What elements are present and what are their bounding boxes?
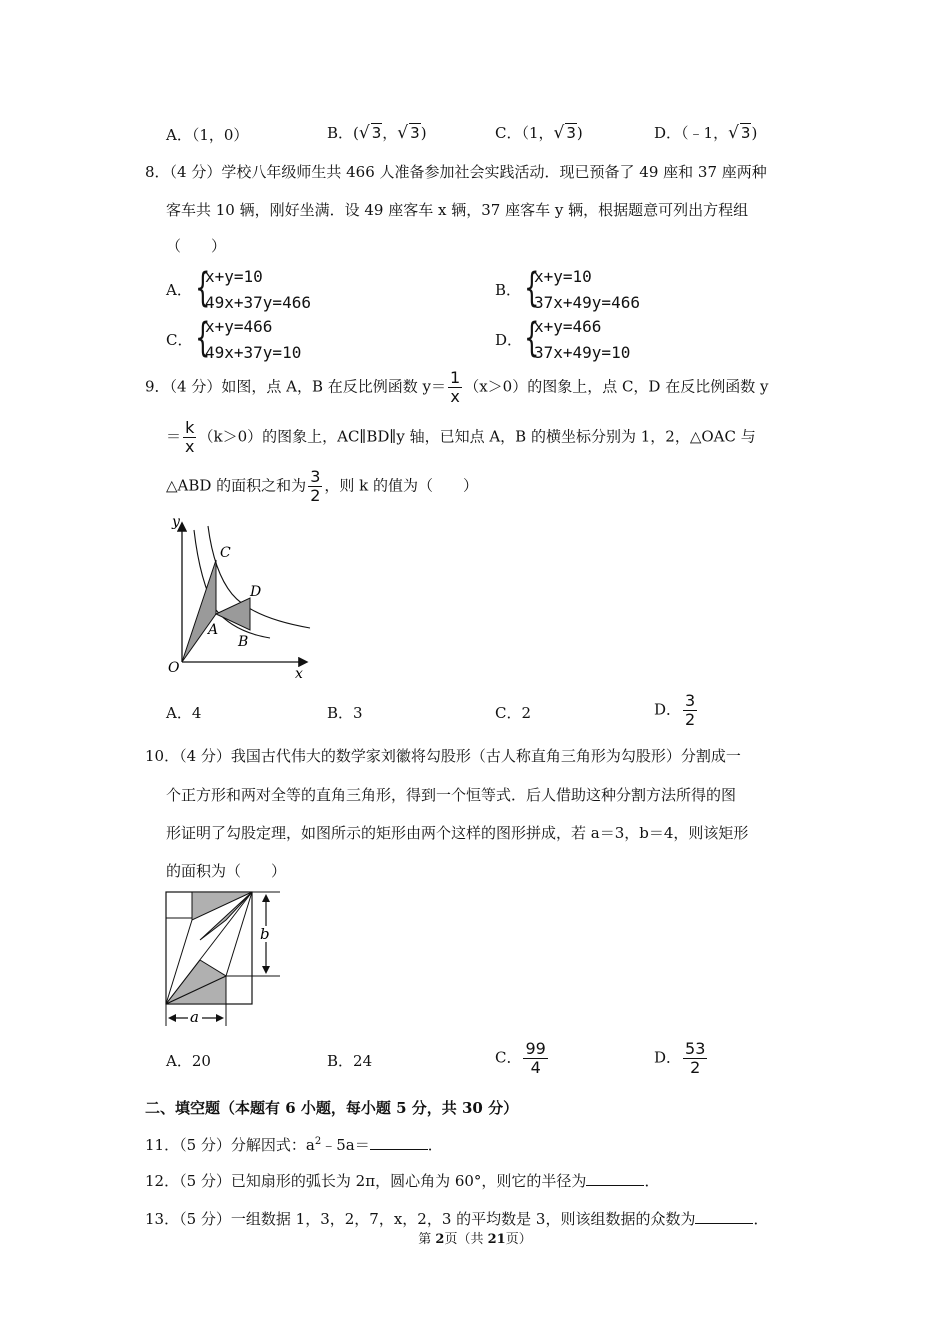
q7-b-root2: 3 [410,124,420,142]
section-2-title: 二、填空题（本题有 6 小题，每小题 5 分，共 30 分） [145,1099,519,1117]
q8-a-eq1: x+y=10 [205,267,263,286]
q11-sup: 2 [314,1136,322,1147]
q13 [145,1208,769,1229]
q9-l2-b: （k＞0）的图象上，AC∥BD∥y 轴，已知点 A，B 的横坐标分别为 1，2，△OAC 与 [198,427,756,446]
q10-c-den: 4 [530,1058,541,1077]
q13-text: 13．（5 分）一组数据 1，3，2，7，x，2，3 的平均数是 3，则该组数据的众数为 [145,1210,696,1228]
q8-option-c-brace: { [195,315,211,361]
q10-line-2: 个正方形和两对全等的直角三角形，得到一个恒等式．后人借助这种分割方法所得的图 [166,786,737,804]
q8-b-eq1: x+y=10 [534,267,592,286]
q8-option-b-label: B． [495,281,522,299]
q10-c-num: 99 [525,1039,546,1058]
q9-frac3-den: 2 [310,486,321,505]
q9-d-frac [683,692,697,729]
q10-d-num: 53 [685,1039,706,1058]
q8-option-b-brace: { [524,265,540,311]
footer-page-number: 2 [435,1232,445,1247]
q7-b-suffix: ) [420,124,427,142]
q12-text: 12．（5 分）已知扇形的弧长为 2π，圆心角为 60°，则它的半径为 [145,1172,587,1190]
q10-option-b: B．24 [327,1052,373,1070]
q13-end: ． [753,1210,769,1228]
q9-l1-a: 9．（4 分）如图，点 A，B 在反比例函数 y＝ [145,377,446,396]
q9-frac-3-over-2 [308,468,322,505]
q9-option-b: B．3 [327,704,363,722]
q9-frac-k-over-x [183,419,196,456]
q9-frac2-den: x [185,437,195,456]
page-footer [0,1228,950,1247]
q10-shade-top [192,892,252,920]
q7-d-root: 3 [740,124,751,142]
q12-blank[interactable] [586,1171,644,1186]
q10-c-frac [523,1040,547,1077]
q12-end: ． [644,1172,660,1190]
q10-figure [160,886,290,1032]
q9-label-o: O [168,660,180,676]
q8-option-a-system [205,264,311,316]
q8-option-a-brace: { [195,265,211,311]
q9-line-2 [166,419,756,456]
q9-figure [160,512,320,682]
q8-d-eq1: x+y=466 [534,317,602,336]
q9-d-label: D． [654,700,682,719]
q8-option-d-brace: { [524,315,540,361]
q9-label-a: A [208,622,219,638]
q10-label-b: b [260,925,270,943]
footer-b: 页（共 [444,1232,488,1247]
q10-line-3: 形证明了勾股定理，如图所示的矩形由两个这样的图形拼成，若 a＝3，b＝4，则该矩形 [166,824,749,842]
q8-line-3: （ ） [166,237,227,255]
q11-text-a: 11．（5 分）分解因式：a [145,1136,315,1154]
q9-l1-b: （x＞0）的图象上，点 C，D 在反比例函数 y [464,377,769,396]
q8-option-c-label: C． [166,331,193,349]
q9-l3-b: ，则 k 的值为（ ） [324,476,479,495]
q11-end: ． [427,1136,443,1154]
q8-b-eq2: 37x+49y=466 [534,293,640,312]
q10-line-1: 10．（4 分）我国古代伟大的数学家刘徽将勾股形（古人称直角三角形为勾股形）分割成一 [145,747,741,765]
q9-d-den: 2 [685,710,696,729]
q9-frac-1-over-x [448,369,462,406]
q8-option-d-system [534,314,630,366]
q10-label-a: a [190,1008,199,1026]
q9-frac1-num: 1 [450,368,461,387]
q9-label-c: C [220,545,231,561]
q10-c-label: C． [495,1048,522,1067]
footer-total-pages: 21 [487,1232,506,1247]
q12 [145,1170,659,1191]
q11 [145,1134,443,1155]
q9-l2-a: ＝ [166,427,182,446]
q8-option-a-label: A． [166,281,192,299]
q7-d-prefix: D．（﹣1， [654,124,729,142]
q8-c-eq1: x+y=466 [205,317,273,336]
q9-label-y: y [172,514,180,530]
q10-d-frac [683,1040,707,1077]
q10-option-c [495,1040,550,1077]
q9-frac2-num: k [185,418,195,437]
q7-b-prefix: B．( [327,124,359,142]
q7-b-root1: 3 [371,124,382,142]
footer-a: 第 [418,1232,436,1247]
q8-a-eq2: 49x+37y=466 [205,293,311,312]
q8-option-b-system [534,264,640,316]
q9-frac1-den: x [450,387,460,406]
q7-option-b: B．(√ 3，√ 3) [327,123,427,143]
q9-d-num: 3 [685,691,696,710]
q9-option-d [654,692,699,729]
q9-label-d: D [250,584,262,600]
q8-line-1: 8．（4 分）学校八年级师生共 466 人准备参加社会实践活动．现已预备了 49 座和 37 座两种 [145,163,767,181]
q9-label-b: B [238,634,249,650]
q9-option-c: C．2 [495,704,532,722]
q8-option-c-system [205,314,301,366]
q10-option-d [654,1040,709,1077]
footer-c: 页） [505,1232,532,1247]
q7-c-root: 3 [566,124,576,142]
q9-line-3 [166,468,478,505]
q10-d-label: D． [654,1048,682,1067]
q8-c-eq2: 49x+37y=10 [205,343,302,362]
q8-d-eq2: 37x+49y=10 [534,343,631,362]
q9-option-a: A．4 [166,704,202,722]
q9-line-1 [145,369,768,406]
q7-option-a: A．（1，0） [166,126,249,144]
q10-line-4: 的面积为（ ） [166,862,287,880]
q8-line-2: 客车共 10 辆，刚好坐满．设 49 座客车 x 辆，37 座客车 y 辆，根据题意可列出方程组 [166,201,749,219]
q7-c-prefix: C．（1， [495,124,554,142]
q9-l3-a: △ABD 的面积之和为 [166,476,307,495]
q11-text-b: ﹣5a＝ [321,1136,370,1154]
q7-b-sep: ， [382,124,398,142]
q9-label-x: x [295,666,303,682]
q9-frac3-num: 3 [310,467,321,486]
q7-d-suffix: ) [751,124,758,142]
q10-d-den: 2 [690,1058,701,1077]
q11-blank[interactable] [370,1135,428,1150]
q13-blank[interactable] [695,1209,753,1224]
q10-option-a: A．20 [166,1052,211,1070]
q7-c-suffix: ) [576,124,583,142]
q7-option-c: C．（1，√ 3) [495,123,583,143]
q8-option-d-label: D． [495,331,523,349]
q9-triangle-oac [182,560,219,662]
q7-option-d: D．（﹣1，√ 3) [654,123,758,143]
